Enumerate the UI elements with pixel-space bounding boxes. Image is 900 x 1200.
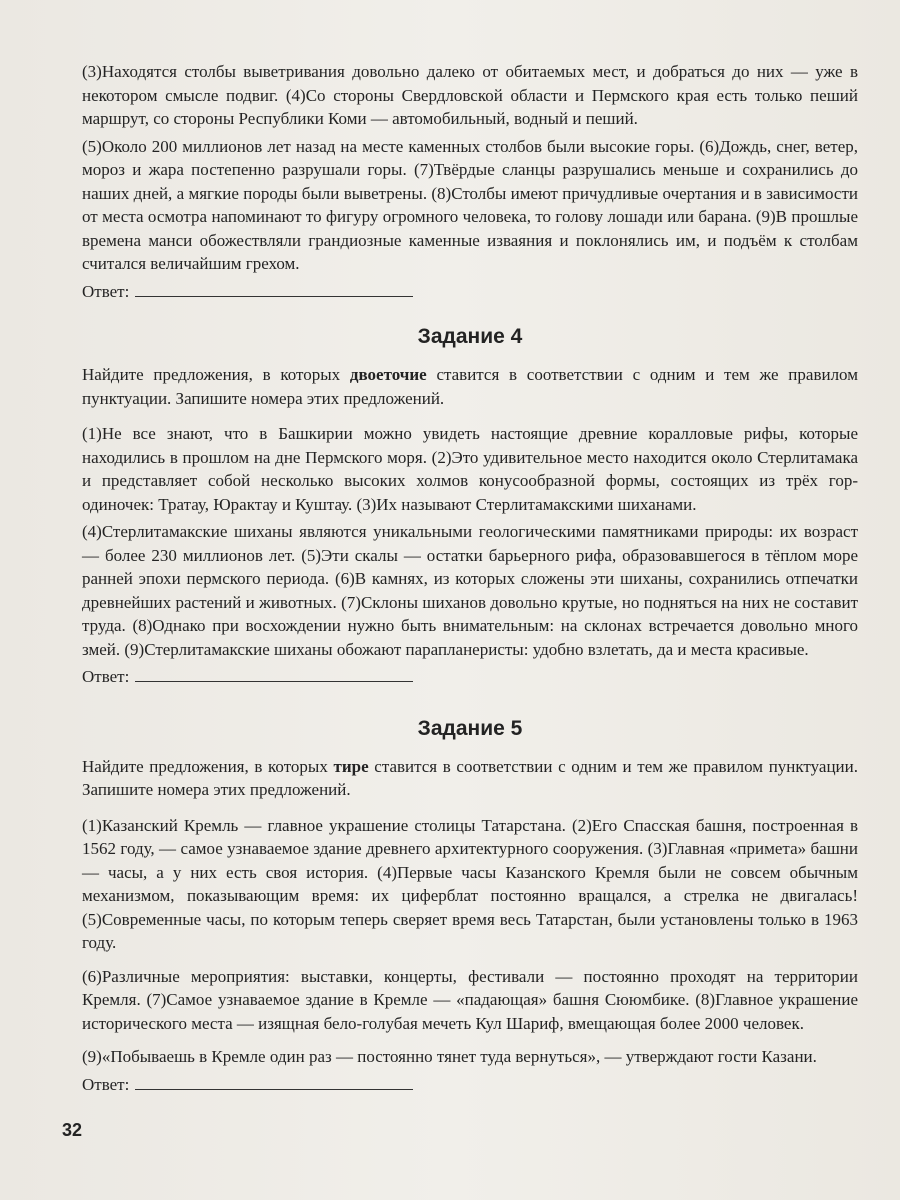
instruction-keyword: двоеточие <box>349 365 427 384</box>
text-paragraph: (4)Стерлитамакские шиханы являются уникальными геологическими памятниками природы: их возраст — более 230 миллионов лет. (5)Эти скалы — остатки барьерного рифа, образовавшегося в тёплом море ранней эпохи пермского периода. (6)В камнях, из которых сложены эти шиханы, сохранились отпечатки древнейших растений и животных. (7)Склоны шиханов довольно крутые, но подняться на них не составит труда. (8)Однако при восхождении нужно быть внимательным: на склонах встречается довольно много змей. (9)Стерлитамакские шиханы обожают парапланеристы: удобно взлетать, да и места красивые. <box>82 522 858 659</box>
task-instruction <box>82 755 858 802</box>
page-number: 32 <box>62 1120 83 1140</box>
instruction-text: ставится в соответствии с одним и тем же правилом пунктуации. Запишите номера этих предложений. <box>82 756 858 799</box>
text-paragraph: (5)Около 200 миллионов лет назад на месте каменных столбов были высокие горы. (6)Дождь, снег, ветер, мороз и жара постепенно разрушали горы. (7)Твёрдые сланцы разрушались меньше и сохранились до наших дней, а мягкие породы были выветрены. (8)Столбы имеют причудливые очертания и в зависимости от места осмотра напоминают то фигуру огромного человека, то голову лошади или барана. (9)В прошлые времена манси обожествляли грандиозные каменные изваяния и поклонялись им, и подъём к столбам считался величайшим грехом. <box>82 136 858 273</box>
text-paragraph: (3)Находятся столбы выветривания довольно далеко от обитаемых мест, и добраться до них — уже в некотором смысле подвиг. (4)Со стороны Свердловской области и Пермского края есть только пеший маршрут, со стороны Республики Коми — автомобильный, водный и пеший. <box>82 62 858 128</box>
task-title: Задание 5 <box>417 716 523 740</box>
answer-label: Ответ: <box>82 281 130 301</box>
answer-row <box>82 280 858 304</box>
answer-line[interactable] <box>135 1075 413 1090</box>
answer-label: Ответ: <box>82 667 130 686</box>
instruction-text: Найдите предложения, в которых <box>82 365 350 384</box>
instruction-text: Найдите предложения, в которых <box>82 756 334 776</box>
task-instruction <box>82 363 858 410</box>
text-paragraph: (9)«Побываешь в Кремле один раз — постоянно тянет туда вернуться», — утверждают гости Казани. <box>82 1047 817 1066</box>
text-paragraph: (6)Различные мероприятия: выставки, концерты, фестивали — постоянно проходят на территории Кремля. (7)Самое узнаваемое здание в Кремле — «падающая» башня Сююмбике. (8)Главное украшение исторического места — изящная бело-голубая мечеть Кул Шариф, вмещающая более 2000 человек. <box>82 966 858 1033</box>
answer-row <box>82 1073 858 1097</box>
text-paragraph: (1)Казанский Кремль — главное украшение столицы Татарстана. (2)Его Спасская башня, построенная в 1562 году, — самое узнаваемое здание древнего архитектурного сооружения. (3)Главная «примета» башни — часы, а у них есть своя история. (4)Первые часы Казанского Кремля были не совсем обычным механизмом, показывающим время: их циферблат постоянно вращался, а стрелка не двигалась! (5)Современные часы, по которым теперь сверяет время весь Татарстан, были установлены только в 1963 году. <box>82 815 858 952</box>
task-title: Задание 4 <box>417 325 523 348</box>
instruction-text: ставится в соответствии с одним и тем же правилом пунктуации. Запишите номера этих предложений. <box>82 365 858 408</box>
answer-label: Ответ: <box>82 1074 130 1094</box>
answer-line[interactable] <box>135 282 413 297</box>
instruction-keyword: тире <box>333 756 369 776</box>
text-paragraph: (1)Не все знают, что в Башкирии можно увидеть настоящие древние коралловые рифы, которые находились в прошлом на дне Пермского моря. (2)Это удивительное место находится около Стерлитамака и представляет собой несколько высоких холмов конусообразной формы, состоящих из трёх гор-одиночек: Тратау, Юрактау и Куштау. (3)Их называют Стерлитамакскими шиханами. <box>82 424 858 514</box>
page-content <box>82 60 858 1096</box>
answer-row <box>82 665 858 689</box>
answer-line[interactable] <box>135 667 413 682</box>
